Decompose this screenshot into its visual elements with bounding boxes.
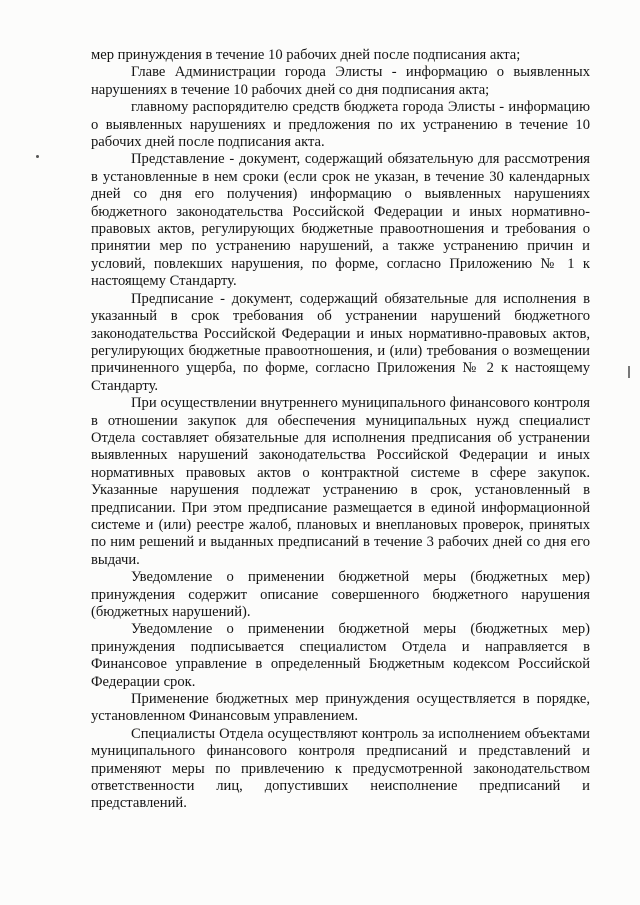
paragraph-4: Представление - документ, содержащий обязательную для рассмотрения в установленные в нем сроки (если срок не указан, в течение 30 календарных дней со дня его получения) информацию о выявленных нарушениях бюджетного законодательства Российской Федерации и иных нормативно-правовых актов, регулирующих бюджетные правоотношения и требования о принятии мер по устранению нарушений, а также устранению причин и условий, повлекших нарушения, по форме, согласно Приложению № 1 к настоящему Стандарту. <box>91 151 590 290</box>
paragraph-2: Главе Администрации города Элисты - информацию о выявленных нарушениях в течение 10 рабочих дней со дня подписания акта; <box>91 64 590 98</box>
paragraph-1: мер принуждения в течение 10 рабочих дней после подписания акта; <box>91 47 521 63</box>
scan-speck <box>36 155 39 158</box>
paragraph-7: Уведомление о применении бюджетной меры (бюджетных мер) принуждения содержит описание совершенного бюджетного нарушения (бюджетных нарушений). <box>91 569 590 620</box>
paragraph-5: Предписание - документ, содержащий обязательные для исполнения в указанный в срок требования об устранении нарушений бюджетного законодательства Российской Федерации и иных нормативно-правовых актов, регулирующих бюджетные правоотношения, и (или) требования о возмещении причиненного ущерба, по форме, согласно Приложения № 2 к настоящему Стандарту. <box>91 290 590 394</box>
document-body <box>91 47 590 813</box>
paragraph-8: Уведомление о применении бюджетной меры (бюджетных мер) принуждения подписывается специалистом Отдела и направляется в Финансовое управление в определенный Бюджетным кодексом Российской Федерации срок. <box>91 621 590 690</box>
paragraph-9: Применение бюджетных мер принуждения осуществляется в порядке, установленном Финансовым управлением. <box>91 691 590 725</box>
paragraph-3: главному распорядителю средств бюджета города Элисты - информацию о выявленных нарушениях и предложения по их устранению в течение 10 рабочих дней после подписания акта. <box>91 99 590 151</box>
scan-edge-mark <box>628 366 630 378</box>
paragraph-10: Специалисты Отдела осуществляют контроль за исполнением объектами муниципального финансового контроля предписаний и представлений и применяют меры по привлечению к предусмотренной законодательством ответственности лиц, допустивших неисполнение предписаний и представлений. <box>91 725 590 812</box>
paragraph-6: При осуществлении внутреннего муниципального финансового контроля в отношении закупок для обеспечения муниципальных нужд специалист Отдела составляет обязательные для исполнения предписания об устранении выявленных нарушений законодательства Российской Федерации и иных нормативных правовых актов о контрактной системе в сфере закупок. Указанные нарушения подлежат устранению в срок, установленный в предписании. При этом предписание размещается в единой информационной системе и (или) реестре жалоб, плановых и внеплановых проверок, принятых по ним решений и выданных предписаний в течение 3 рабочих дней со дня его выдачи. <box>91 395 590 568</box>
